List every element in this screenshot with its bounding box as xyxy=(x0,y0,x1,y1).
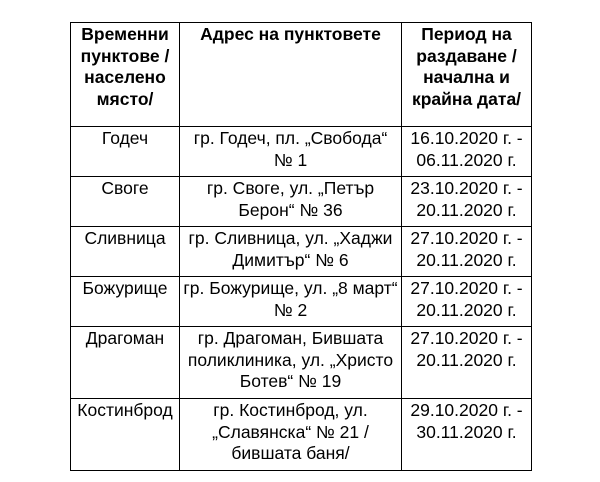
cell-address: гр. Божурище, ул. „8 март“ № 2 xyxy=(180,277,402,327)
table-row xyxy=(71,399,532,471)
header-address: Адрес на пунктовете xyxy=(180,23,402,127)
table-header-row xyxy=(71,23,532,127)
table-row xyxy=(71,177,532,227)
header-period: Период на раздаване /начална и крайна дата/ xyxy=(402,23,532,127)
table-row xyxy=(71,127,532,177)
table-row xyxy=(71,227,532,277)
table-row xyxy=(71,277,532,327)
cell-town: Своге xyxy=(71,177,180,227)
table-row xyxy=(71,327,532,399)
cell-town: Божурище xyxy=(71,277,180,327)
cell-town: Годеч xyxy=(71,127,180,177)
cell-address: гр. Годеч, пл. „Свобода“ № 1 xyxy=(180,127,402,177)
cell-address: гр. Костинброд, ул. „Славянска“ № 21 /бившата баня/ xyxy=(180,399,402,471)
cell-town: Сливница xyxy=(71,227,180,277)
cell-period: 23.10.2020 г. - 20.11.2020 г. xyxy=(402,177,532,227)
cell-town: Драгоман xyxy=(71,327,180,399)
cell-address: гр. Своге, ул. „Петър Берон“ № 36 xyxy=(180,177,402,227)
cell-period: 16.10.2020 г. - 06.11.2020 г. xyxy=(402,127,532,177)
cell-period: 27.10.2020 г. - 20.11.2020 г. xyxy=(402,227,532,277)
header-settlement: Временни пунктове /населено място/ xyxy=(71,23,180,127)
cell-period: 27.10.2020 г. - 20.11.2020 г. xyxy=(402,277,532,327)
cell-period: 29.10.2020 г. - 30.11.2020 г. xyxy=(402,399,532,471)
cell-address: гр. Сливница, ул. „Хаджи Димитър“ № 6 xyxy=(180,227,402,277)
cell-period: 27.10.2020 г. - 20.11.2020 г. xyxy=(402,327,532,399)
cell-town: Костинброд xyxy=(71,399,180,471)
distribution-points-table xyxy=(70,22,532,471)
cell-address: гр. Драгоман, Бившата поликлиника, ул. „Христо Ботев“ № 19 xyxy=(180,327,402,399)
